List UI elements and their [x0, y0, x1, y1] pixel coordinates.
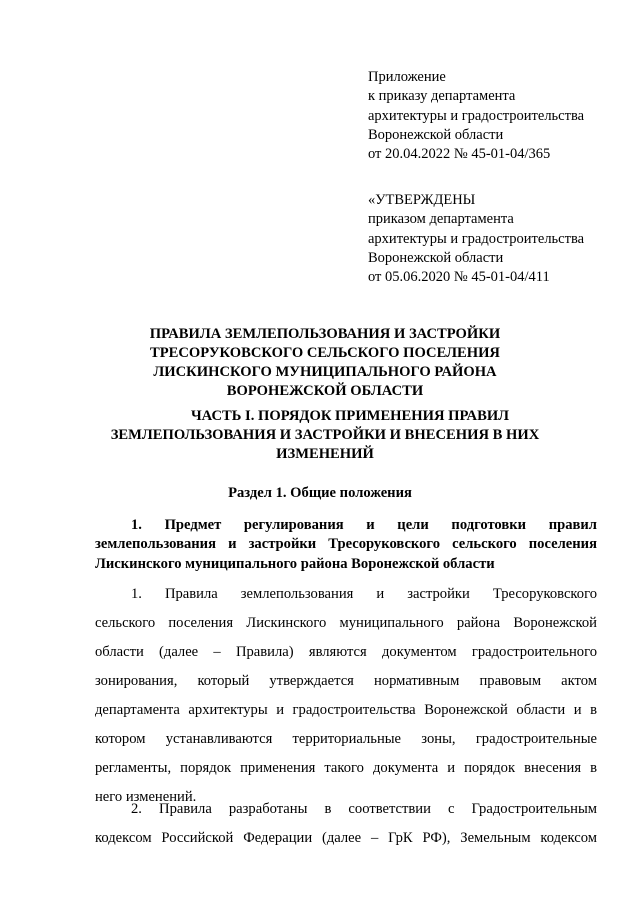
section-title: Раздел 1. Общие положения: [228, 485, 412, 501]
subsection-line: землепользования и застройки Тресоруковского сельского поселения: [95, 536, 597, 553]
paragraph-line: кодексом Российской Федерации (далее – ГрК РФ), Земельным кодексом: [95, 830, 597, 846]
appendix-line: Воронежской области: [368, 126, 504, 143]
appendix-line: к приказу департамента: [368, 88, 516, 105]
part-title: [95, 407, 555, 464]
subsection-line: Лискинского муниципального района Воронежской области: [95, 555, 495, 572]
part-title-line: ИЗМЕНЕНИЙ: [276, 446, 374, 462]
approved-line: от 05.06.2020 № 45-01-04/411: [368, 269, 550, 286]
title-line: ПРАВИЛА ЗЕМЛЕПОЛЬЗОВАНИЯ И ЗАСТРОЙКИ: [149, 326, 501, 342]
paragraph-line: сельского поселения Лискинского муниципального района Воронежской: [95, 615, 597, 631]
approved-line: приказом департамента: [368, 211, 514, 228]
appendix-line: от 20.04.2022 № 45-01-04/365: [368, 146, 551, 163]
part-title-line: ЗЕМЛЕПОЛЬЗОВАНИЯ И ЗАСТРОЙКИ И ВНЕСЕНИЯ В НИХ: [110, 427, 540, 443]
paragraph-line: регламенты, порядок применения такого документа и порядок внесения в: [95, 760, 597, 776]
title-line: ВОРОНЕЖСКОЙ ОБЛАСТИ: [226, 383, 424, 399]
paragraph-line: него изменений.: [95, 789, 197, 805]
paragraph-line: 2. Правила разработаны в соответствии с Градостроительным: [131, 801, 597, 817]
appendix-header: [368, 68, 584, 164]
paragraph-line: 1. Правила землепользования и застройки Тресоруковского: [131, 586, 597, 602]
paragraph-2: [95, 795, 597, 853]
paragraph-line: области (далее – Правила) являются документом градостроительного: [95, 644, 597, 660]
title-line: ТРЕСОРУКОВСКОГО СЕЛЬСКОГО ПОСЕЛЕНИЯ: [150, 345, 500, 361]
approved-line: «УТВЕРЖДЕНЫ: [368, 192, 476, 208]
paragraph-line: зонирования, который утверждается нормативным правовым актом: [95, 673, 597, 689]
title-line: ЛИСКИНСКОГО МУНИЦИПАЛЬНОГО РАЙОНА: [153, 364, 497, 380]
document-title: [95, 325, 555, 401]
part-title-line: ЧАСТЬ I. ПОРЯДОК ПРИМЕНЕНИЯ ПРАВИЛ: [190, 408, 510, 424]
subsection-line: 1. Предмет регулирования и цели подготовки правил: [131, 517, 597, 533]
approved-line: архитектуры и градостроительства: [368, 230, 585, 247]
appendix-line: Приложение: [368, 69, 446, 85]
approved-line: Воронежской области: [368, 249, 504, 266]
appendix-line: архитектуры и градостроительства: [368, 107, 585, 124]
approval-stamp: [368, 191, 584, 287]
subsection-heading: [95, 516, 597, 574]
paragraph-line: департамента архитектуры и градостроительства Воронежской области и в: [95, 702, 597, 718]
paragraph-1: [95, 580, 597, 812]
paragraph-line: котором устанавливаются территориальные зоны, градостроительные: [95, 731, 597, 747]
